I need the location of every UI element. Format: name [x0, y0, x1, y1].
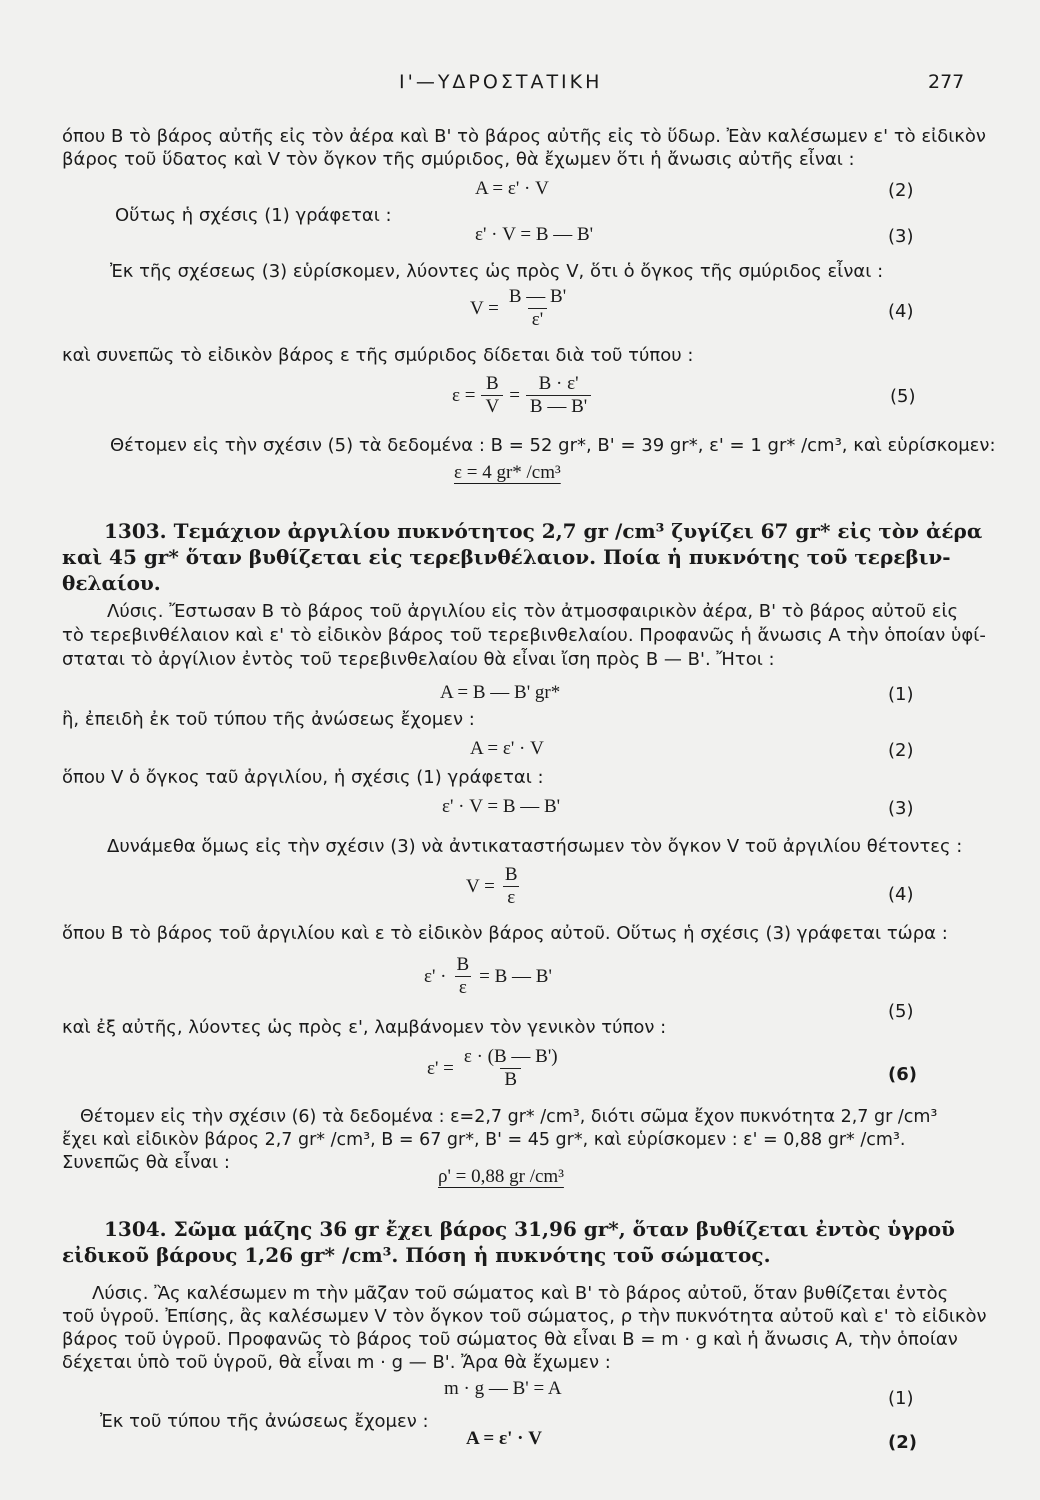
intro-eq-2: Α = ε' · V	[475, 178, 549, 199]
intro-text-5: καὶ συνεπῶς τὸ εἰδικὸν βάρος ε τῆς σμύριδος δίδεται διὰ τοῦ τύπου :	[62, 345, 694, 366]
intro-eq-5-equals: =	[509, 384, 520, 406]
problem-1303-eq-5-fraction	[452, 954, 473, 999]
problem-1304-text-b: Ἐκ τοῦ τύπου τῆς ἀνώσεως ἔχομεν :	[100, 1411, 429, 1432]
intro-eq-4-denominator: ε'	[528, 308, 547, 331]
problem-1303-title-line-1: 1303. Τεμάχιον ἀργιλίου πυκνότητος 2,7 gr /cm³ ζυγίζει 67 gr* εἰς τὸν ἀέρα	[104, 519, 983, 543]
problem-1303-eq-1-number: (1)	[888, 684, 914, 705]
problem-1304-title-line-2: εἰδικοῦ βάρους 1,26 gr* /cm³. Πόση ἡ πυκνότης τοῦ σώματος.	[62, 1243, 771, 1267]
page-number: 277	[928, 71, 965, 93]
intro-result: ε = 4 gr* /cm³	[454, 462, 561, 483]
intro-eq-5-denominator-2: Β — Β'	[526, 395, 591, 418]
problem-1303-eq-2-number: (2)	[888, 740, 914, 761]
intro-eq-3: ε' · V = Β — Β'	[475, 224, 594, 245]
problem-1303-eq-5-numerator: Β	[456, 954, 470, 975]
problem-1304-solution-line-2: τοῦ ὑγροῦ. Ἐπίσης, ἂς καλέσωμεν V τὸν ὄγκον τοῦ σώματος, ρ τὴν πυκνότητα αὐτοῦ καὶ ε' τὸ εἰδικὸν	[62, 1306, 987, 1327]
problem-1303-eq-6-lhs: ε' =	[427, 1057, 454, 1079]
problem-1303-text-g1: Θέτομεν εἰς τὴν σχέσιν (6) τὰ δεδομένα : ε=2,7 gr* /cm³, διότι σῶμα ἔχον πυκνότητα 2,7 gr /cm³	[80, 1107, 938, 1127]
problem-1304-eq-1: m · g — Β' = Α	[444, 1378, 562, 1399]
problem-1303-eq-4-lhs: V =	[466, 875, 495, 897]
problem-1303-text-g2: ἔχει καὶ εἰδικὸν βάρος 2,7 gr* /cm³, Β = 67 gr*, Β' = 45 gr*, καὶ εὑρίσκομεν : ε' = 0,88 gr* /cm³.	[62, 1130, 906, 1150]
intro-eq-4-numerator: Β — Β'	[508, 286, 567, 307]
intro-eq-5-numerator-2: Β · ε'	[538, 373, 579, 394]
problem-1304-solution-line-3: βάρος τοῦ ὑγροῦ. Προφανῶς τὸ βάρος τοῦ σώματος θὰ εἶναι Β = m · g καὶ ἡ ἄνωσις Α, τὴν ὁποίαν	[62, 1329, 958, 1350]
problem-1303-solution-line-3: σταται τὸ ἀργίλιον ἐντὸς τοῦ τερεβινθελαίου θὰ εἶναι ἴση πρὸς Β — Β'. Ἤτοι :	[62, 649, 775, 670]
problem-1303-title-line-3: θελαίου.	[62, 571, 161, 595]
problem-1303-eq-4-number: (4)	[888, 884, 914, 905]
problem-1303-text-g3: Συνεπῶς θὰ εἶναι :	[62, 1152, 230, 1173]
intro-eq-4-lhs: V =	[470, 297, 499, 319]
problem-1303-eq-6-numerator: ε · (Β — Β')	[463, 1046, 558, 1067]
problem-1303-text-f: καὶ ἐξ αὐτῆς, λύοντες ὡς πρὸς ε', λαμβάνομεν τὸν γενικὸν τύπον :	[62, 1017, 667, 1038]
intro-eq-5-lhs: ε =	[452, 384, 476, 406]
problem-1303-eq-3-number: (3)	[888, 798, 914, 819]
problem-1303-solution-line-2: τὸ τερεβινθέλαιον καὶ ε' τὸ εἰδικὸν βάρος τοῦ τερεβινθελαίου. Προφανῶς ἡ ἄνωσις Α τὴν ὁποίαν ὑφί-	[62, 625, 986, 646]
problem-1303-text-e: ὅπου Β τὸ βάρος τοῦ ἀργιλίου καὶ ε τὸ εἰδικὸν βάρος αὐτοῦ. Οὕτως ἡ σχέσις (3) γράφεται τώρα :	[62, 923, 948, 944]
intro-eq-5-numerator-1: Β	[485, 373, 499, 394]
problem-1303-title-line-2: καὶ 45 gr* ὅταν βυθίζεται εἰς τερεβινθέλαιον. Ποία ἡ πυκνότης τοῦ τερεβιν-	[62, 545, 951, 569]
running-header: Ι'—ΥΔΡΟΣΤΑΤΙΚΗ	[399, 71, 603, 93]
problem-1303-result: ρ' = 0,88 gr /cm³	[438, 1166, 564, 1187]
intro-eq-5-fraction-2	[526, 373, 591, 418]
problem-1303-eq-5-lhs: ε' ·	[424, 965, 447, 987]
problem-1303-eq-6	[427, 1046, 562, 1091]
problem-1303-eq-6-number: (6)	[888, 1064, 917, 1085]
intro-text-4: Ἐκ τῆς σχέσεως (3) εὑρίσκομεν, λύοντες ὡς πρὸς V, ὅτι ὁ ὄγκος τῆς σμύριδος εἶναι :	[110, 261, 884, 282]
problem-1303-eq-4-numerator: Β	[504, 864, 518, 885]
intro-text-6: Θέτομεν εἰς τὴν σχέσιν (5) τὰ δεδομένα : Β = 52 gr*, Β' = 39 gr*, ε' = 1 gr* /cm³, καὶ εὑρίσκομεν:	[110, 435, 996, 456]
intro-eq-5	[452, 373, 591, 418]
intro-eq-5-number: (5)	[890, 386, 916, 407]
problem-1304-title-line-1: 1304. Σῶμα μάζης 36 gr ἔχει βάρος 31,96 gr*, ὅταν βυθίζεται ἐντὸς ὑγροῦ	[104, 1217, 955, 1241]
problem-1303-text-b: ἢ, ἐπειδὴ ἐκ τοῦ τύπου τῆς ἀνώσεως ἔχομεν :	[62, 709, 475, 730]
problem-1303-eq-5-number: (5)	[888, 1001, 914, 1022]
problem-1304-solution-line-1: Λύσις. Ἂς καλέσωμεν m τὴν μᾶζαν τοῦ σώματος καὶ Β' τὸ βάρος αὐτοῦ, ὅταν βυθίζεται ἐντὸς	[92, 1283, 949, 1304]
intro-eq-3-number: (3)	[888, 226, 914, 247]
problem-1303-eq-6-denominator: Β	[500, 1068, 521, 1091]
intro-eq-4-fraction	[505, 286, 570, 331]
intro-eq-4	[470, 286, 570, 331]
problem-1303-eq-5	[424, 954, 552, 999]
problem-1303-eq-4-denominator: ε	[503, 886, 519, 909]
problem-1304-eq-1-number: (1)	[888, 1388, 914, 1409]
intro-eq-2-number: (2)	[888, 180, 914, 201]
problem-1303-eq-5-rhs: = Β — Β'	[479, 965, 552, 987]
intro-line-1: όπου Β τὸ βάρος αὐτῆς εἰς τὸν ἀέρα καὶ Β' τὸ βάρος αὐτῆς εἰς τὸ ὕδωρ. Ἐὰν καλέσωμεν ε' τὸ εἰδικὸν	[62, 126, 986, 147]
problem-1303-eq-5-denominator: ε	[455, 976, 471, 999]
intro-eq-4-number: (4)	[888, 301, 914, 322]
problem-1304-eq-2-number: (2)	[888, 1432, 917, 1453]
problem-1303-text-c: ὅπου V ὁ ὄγκος ταῦ ἀργιλίου, ἡ σχέσις (1) γράφεται :	[62, 767, 544, 788]
problem-1303-text-d: Δυνάμεθα ὅμως εἰς τὴν σχέσιν (3) νὰ ἀντικαταστήσωμεν τὸν ὄγκον V τοῦ ἀργιλίου θέτοντες :	[107, 836, 963, 857]
problem-1303-eq-6-fraction	[460, 1046, 562, 1091]
problem-1303-eq-2: Α = ε' · V	[470, 738, 544, 759]
problem-1303-eq-3: ε' · V = Β — Β'	[442, 796, 561, 817]
intro-eq-5-denominator-1: V	[481, 395, 503, 418]
intro-line-2: βάρος τοῦ ὕδατος καὶ V τὸν ὄγκον τῆς σμύριδος, θὰ ἔχωμεν ὅτι ἡ ἄνωσις αὐτῆς εἶναι :	[62, 149, 855, 170]
problem-1303-eq-4-fraction	[501, 864, 522, 909]
intro-text-3: Οὕτως ἡ σχέσις (1) γράφεται :	[115, 205, 392, 226]
problem-1303-eq-1: Α = Β — Β' gr*	[440, 682, 561, 703]
problem-1303-eq-4	[466, 864, 522, 909]
problem-1303-solution-line-1: Λύσις. Ἔστωσαν Β τὸ βάρος τοῦ ἀργιλίου εἰς τὸν ἀτμοσφαιρικὸν ἀέρα, Β' τὸ βάρος αὐτοῦ εἰς	[107, 601, 959, 622]
problem-1304-eq-2: Α = ε' · V	[466, 1428, 542, 1449]
problem-1304-solution-line-4: δέχεται ὑπὸ τοῦ ὑγροῦ, θὰ εἶναι m · g — Β'. Ἄρα θὰ ἔχωμεν :	[62, 1352, 611, 1373]
intro-eq-5-fraction-1	[481, 373, 503, 418]
